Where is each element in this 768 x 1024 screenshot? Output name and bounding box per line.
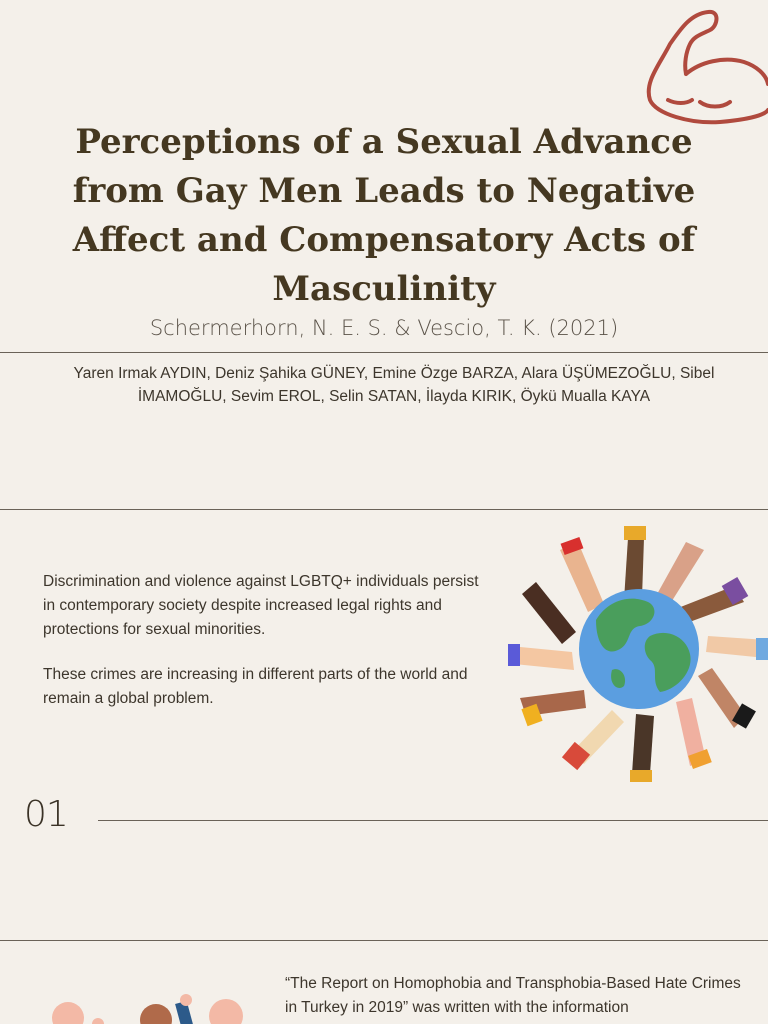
- section-number: 01: [24, 794, 68, 835]
- divider: [0, 352, 768, 353]
- divider: [0, 940, 768, 941]
- intro-paragraph-2: These crimes are increasing in different parts of the world and remain a global problem.: [43, 666, 468, 707]
- flexed-bicep-icon: [640, 4, 768, 132]
- globe-hands-illustration: [500, 520, 768, 786]
- intro-paragraph-1: Discrimination and violence against LGBTQ+ individuals persist in contemporary society despite increased legal rights and protections for sexual minorities.: [43, 573, 479, 638]
- page-title: Perceptions of a Sexual Advance from Gay Men Leads to Negative Affect and Compensatory Acts of Masculinity: [72, 122, 696, 309]
- divider: [0, 509, 768, 510]
- raised-hands-illustration: [40, 990, 260, 1024]
- divider: [98, 820, 768, 821]
- citation: Schermerhorn, N. E. S. & Vescio, T. K. (2021): [149, 316, 619, 340]
- author-list: Yaren Irmak AYDIN, Deniz Şahika GÜNEY, Emine Özge BARZA, Alara ÜŞÜMEZOĞLU, Sibel İMAMOĞLU, Sevim EROL, Selin SATAN, İlayda KIRIK, Öykü Mualla KAYA: [73, 365, 715, 405]
- quote-paragraph: “The Report on Homophobia and Transphobia-Based Hate Crimes in Turkey in 2019” was written with the information: [285, 975, 741, 1016]
